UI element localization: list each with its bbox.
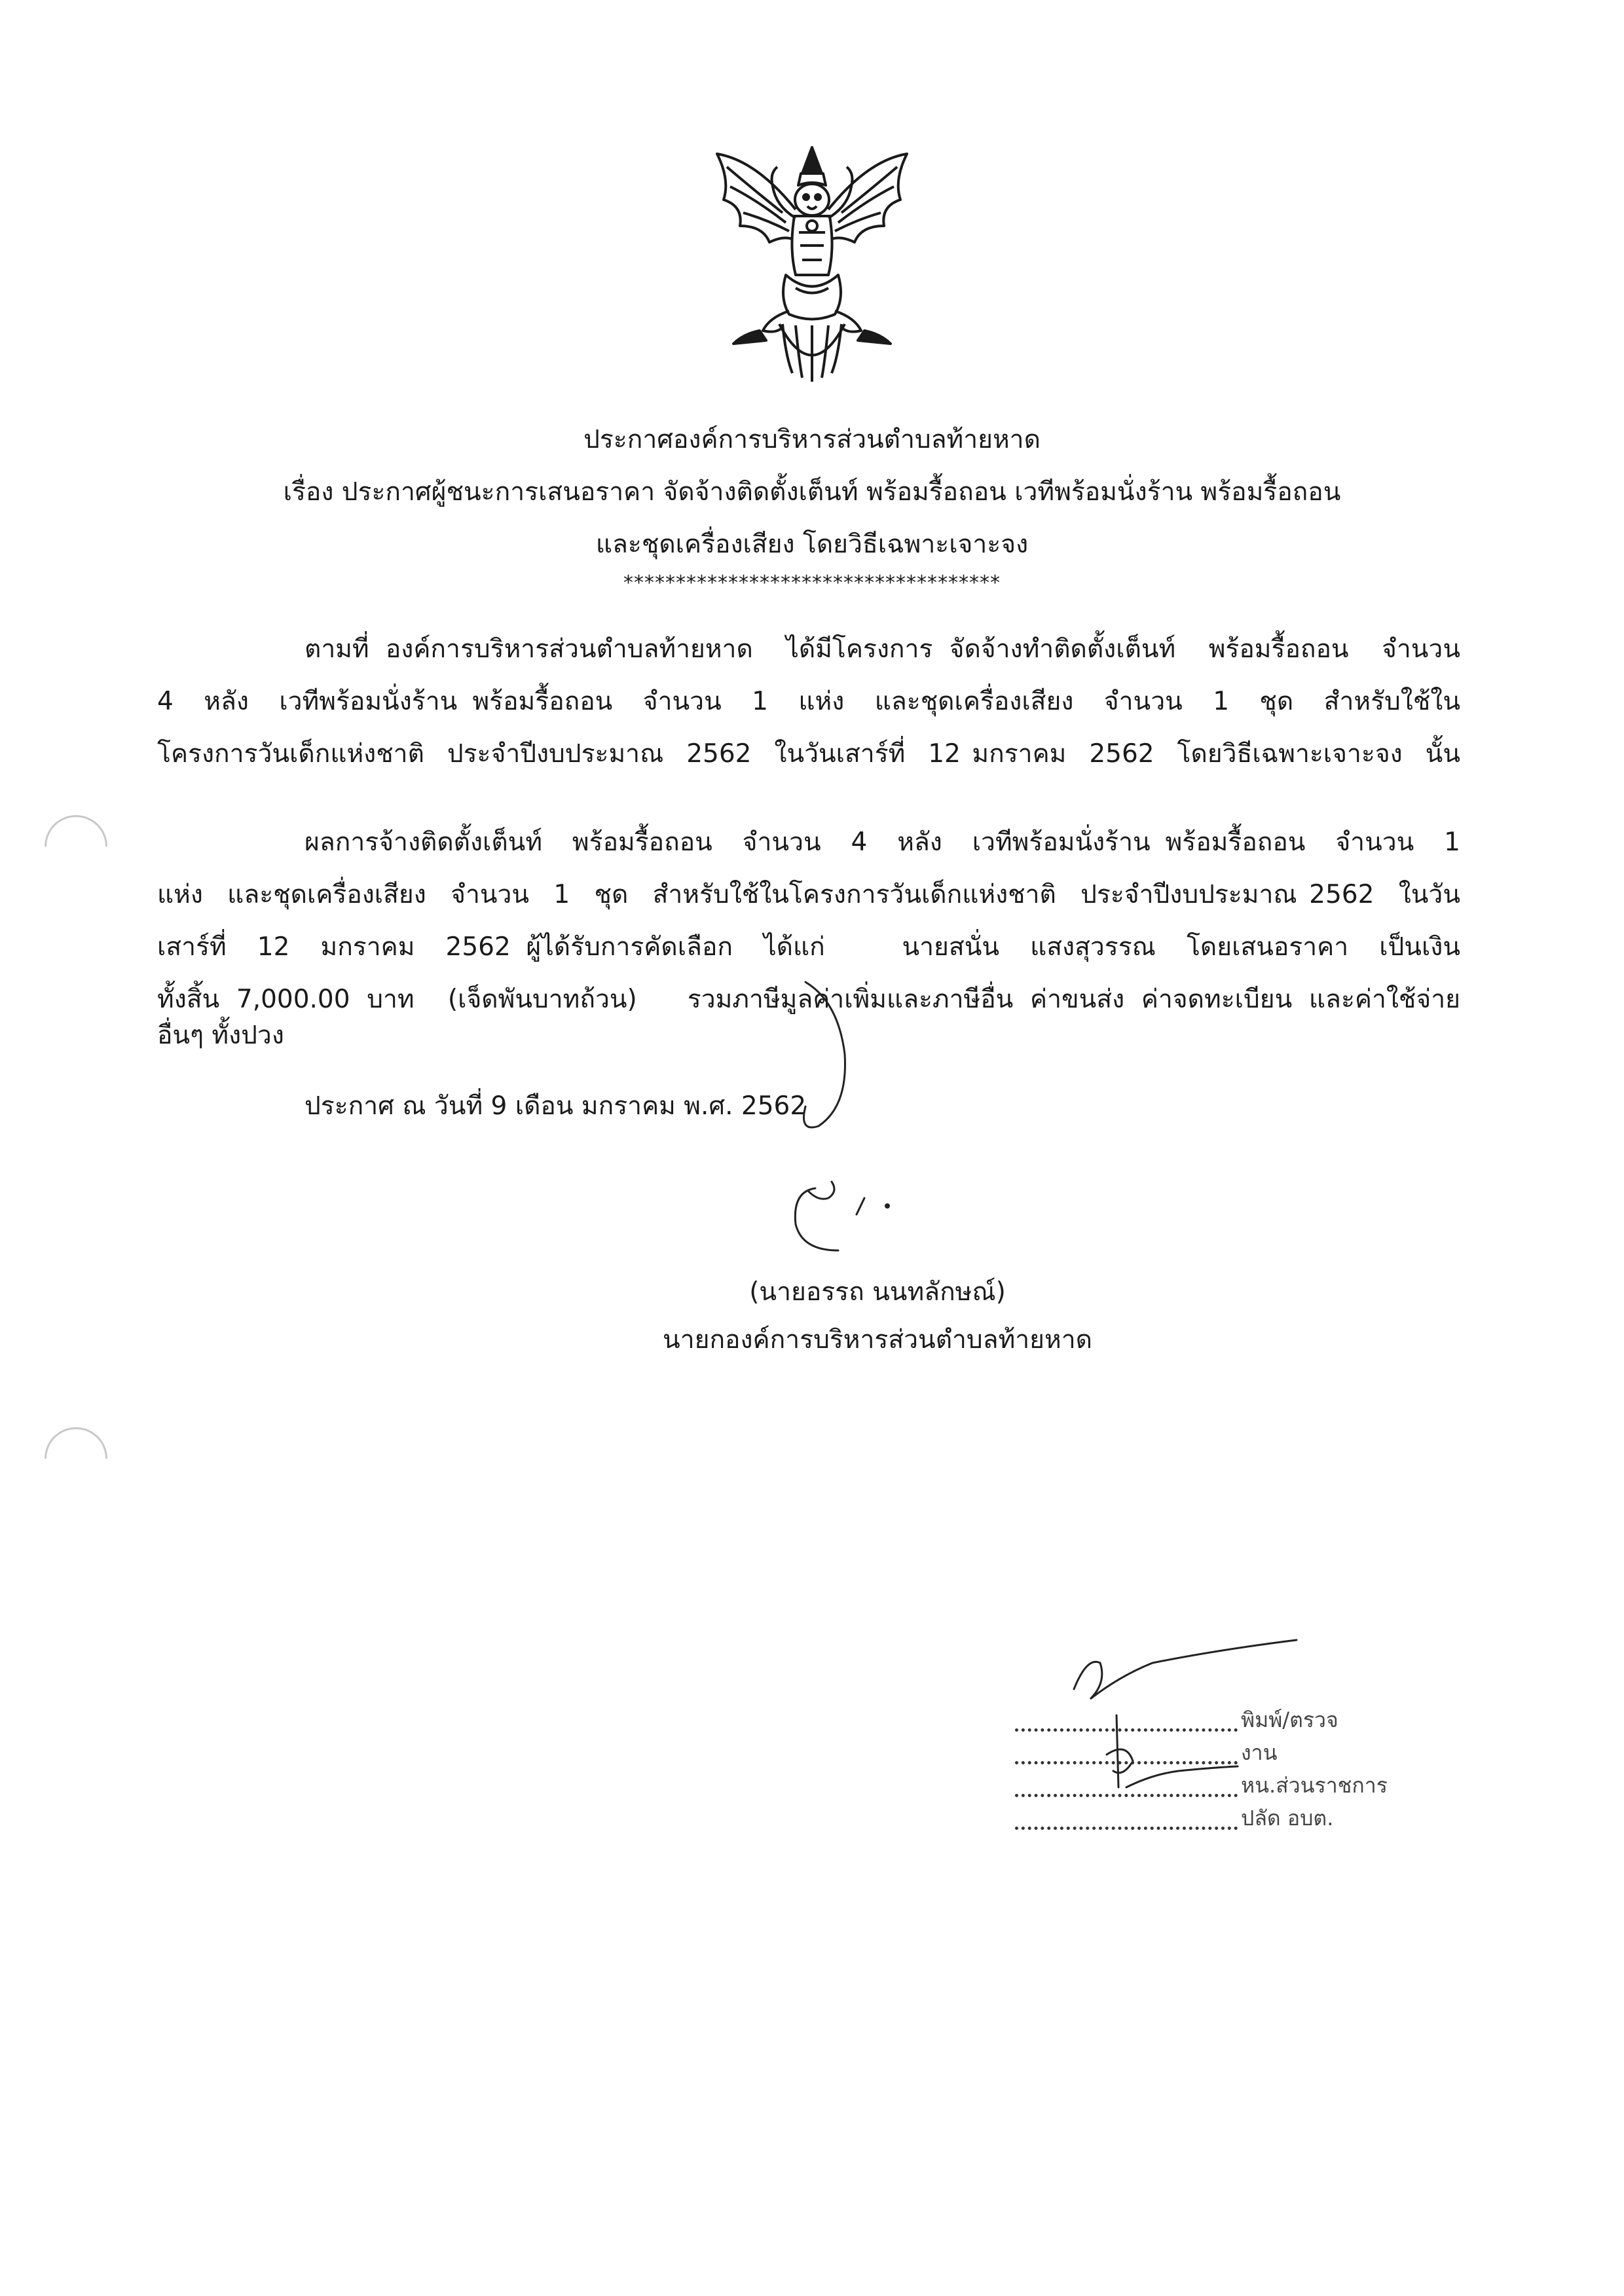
paragraph-1-line-2 [157,681,1460,721]
routing-dotted-line [1015,1761,1238,1764]
paragraph-2-line-1 [304,822,1460,862]
garuda-emblem-icon [704,134,920,383]
routing-dotted-line [1015,1794,1238,1797]
routing-item-section: งาน [1241,1740,1278,1765]
signatory-position: นายกองค์การบริหารส่วนตำบลท้ายหาด [663,1325,1092,1355]
paragraph-2-line-2 [157,874,1460,915]
routing-item-deputy: ปลัด อบต. [1241,1806,1334,1831]
subject-line-1: เรื่อง ประกาศผู้ชนะการเสนอราคา จัดจ้างติดตั้งเต็นท์ พร้อมรื้อถอน เวทีพร้อมนั่งร้าน พร้อมรื้อถอน [283,477,1341,507]
signatory-name: (นายอรรถ นนทลักษณ์) [749,1277,1006,1307]
routing-dotted-line [1015,1728,1238,1732]
announcement-title: ประกาศองค์การบริหารส่วนตำบลท้ายหาด [583,425,1041,454]
paragraph-2-line-3 [157,926,1460,967]
text: โครงการวันเด็กแห่งชาติ ประจำปีงบประมาณ 2562 ในวันเสาร์ที่ 12 มกราคม 2562 โดยวิธีเฉพาะเจาะจง นั้น [157,739,1460,769]
handwritten-signature-icon [747,975,969,1277]
text: เสาร์ที่ 12 มกราคม 2562 ผู้ได้รับการคัดเลือก ได้แก่ นายสนั่น แสงสุวรรณ โดยเสนอราคา เป็นเงิน [157,932,1460,962]
routing-item-head: หน.ส่วนราชการ [1241,1773,1388,1798]
routing-dotted-line [1015,1827,1238,1830]
punch-hole-mark [45,1427,107,1490]
paragraph-1-line-1 [304,629,1460,669]
announce-date: ประกาศ ณ วันที่ 9 เดือน มกราคม พ.ศ. 2562 [304,1091,807,1121]
paragraph-1-line-3 [157,733,1460,774]
separator-stars: ************************************ [623,572,1001,594]
paragraph-2-line-5: อื่นๆ ทั้งปวง [157,1021,284,1050]
text: ทั้งสิ้น 7,000.00 บาท (เจ็ดพันบาทถ้วน) รวมภาษีมูลค่าเพิ่มและภาษีอื่น ค่าขนส่ง ค่าจดทะเบียน และค่าใช้จ่าย [157,985,1460,1014]
text: แห่ง และชุดเครื่องเสียง จำนวน 1 ชุด สำหรับใช้ในโครงการวันเด็กแห่งชาติ ประจำปีงบประมาณ 2562 ในวัน [157,880,1460,909]
routing-item-typist: พิมพ์/ตรวจ [1241,1707,1338,1732]
text: ผลการจ้างติดตั้งเต็นท์ พร้อมรื้อถอน จำนวน 4 หลัง เวทีพร้อมนั่งร้าน พร้อมรื้อถอน จำนวน 1 [304,828,1460,857]
text: 4 หลัง เวทีพร้อมนั่งร้าน พร้อมรื้อถอน จำนวน 1 แห่ง และชุดเครื่องเสียง จำนวน 1 ชุด สำหรับใช้ใน [157,687,1460,716]
subject-line-2: และชุดเครื่องเสียง โดยวิธีเฉพาะเจาะจง [595,530,1029,559]
text: ตามที่ องค์การบริหารส่วนตำบลท้ายหาด ได้มีโครงการ จัดจ้างทำติดตั้งเต็นท์ พร้อมรื้อถอน จำนวน [304,634,1460,664]
punch-hole-mark [45,815,107,878]
